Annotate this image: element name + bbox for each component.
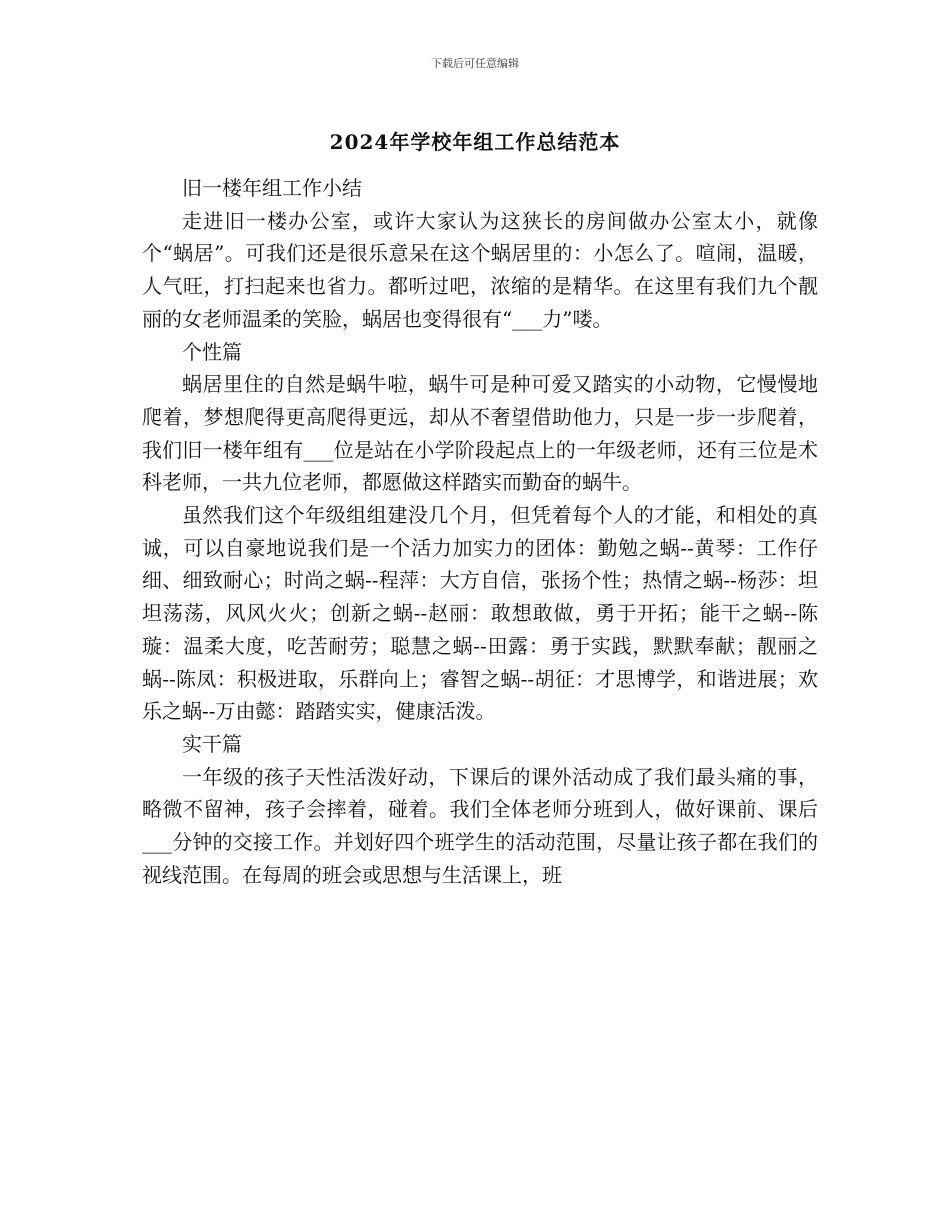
paragraph-intro: 走进旧一楼办公室，或许大家认为这狭长的房间做办公室太小，就像个“蜗居”。可我们还是很乐意呆在这个蜗居里的：小怎么了。喧闹，温暖，人气旺，打扫起来也省力。都听过吧，浓缩的是精华。在这里有我们九个靓丽的女老师温柔的笑脸，蜗居也变得很有“___力”喽。 bbox=[142, 208, 818, 331]
section-heading-subtitle: 旧一楼年组工作小结 bbox=[182, 176, 362, 200]
section-heading-personality: 个性篇 bbox=[182, 339, 242, 364]
document-title: 2024年学校年组工作总结范本 bbox=[329, 130, 621, 154]
section-heading-practice: 实干篇 bbox=[182, 731, 242, 756]
header-note: 下载后可任意编辑 bbox=[431, 57, 519, 70]
paragraph-practice: 一年级的孩子天性活泼好动，下课后的课外活动成了我们最头痛的事，略微不留神，孩子会摔着，碰着。我们全体老师分班到人，做好课前、课后___分钟的交接工作。并划好四个班学生的活动范围，尽量让孩子都在我们的视线范围。在每周的班会或思想与生活课上，班 bbox=[142, 764, 818, 887]
paragraph-team: 虽然我们这个年级组组建没几个月，但凭着每个人的才能，和相处的真诚，可以自豪地说我们是一个活力加实力的团体：勤勉之蜗--黄琴：工作仔细、细致耐心；时尚之蜗--程萍：大方自信，张扬个性；热情之蜗--杨莎：坦坦荡荡，风风火火；创新之蜗--赵丽：敢想敢做，勇于开拓；能干之蜗--陈璇：温柔大度，吃苦耐劳；聪慧之蜗--田露：勇于实践，默默奉献；靓丽之蜗--陈凤：积极进取，乐群向上；睿智之蜗--胡征：才思博学，和谐进展；欢乐之蜗--万由懿：踏踏实实，健康活泼。 bbox=[142, 503, 818, 724]
paragraph-snail: 蜗居里住的自然是蜗牛啦，蜗牛可是种可爱又踏实的小动物，它慢慢地爬着，梦想爬得更高爬得更远，却从不奢望借助他力，只是一步一步爬着，我们旧一楼年组有___位是站在小学阶段起点上的一年级老师，还有三位是术科老师，一共九位老师，都愿做这样踏实而勤奋的蜗牛。 bbox=[142, 372, 818, 495]
document-body bbox=[142, 172, 818, 891]
